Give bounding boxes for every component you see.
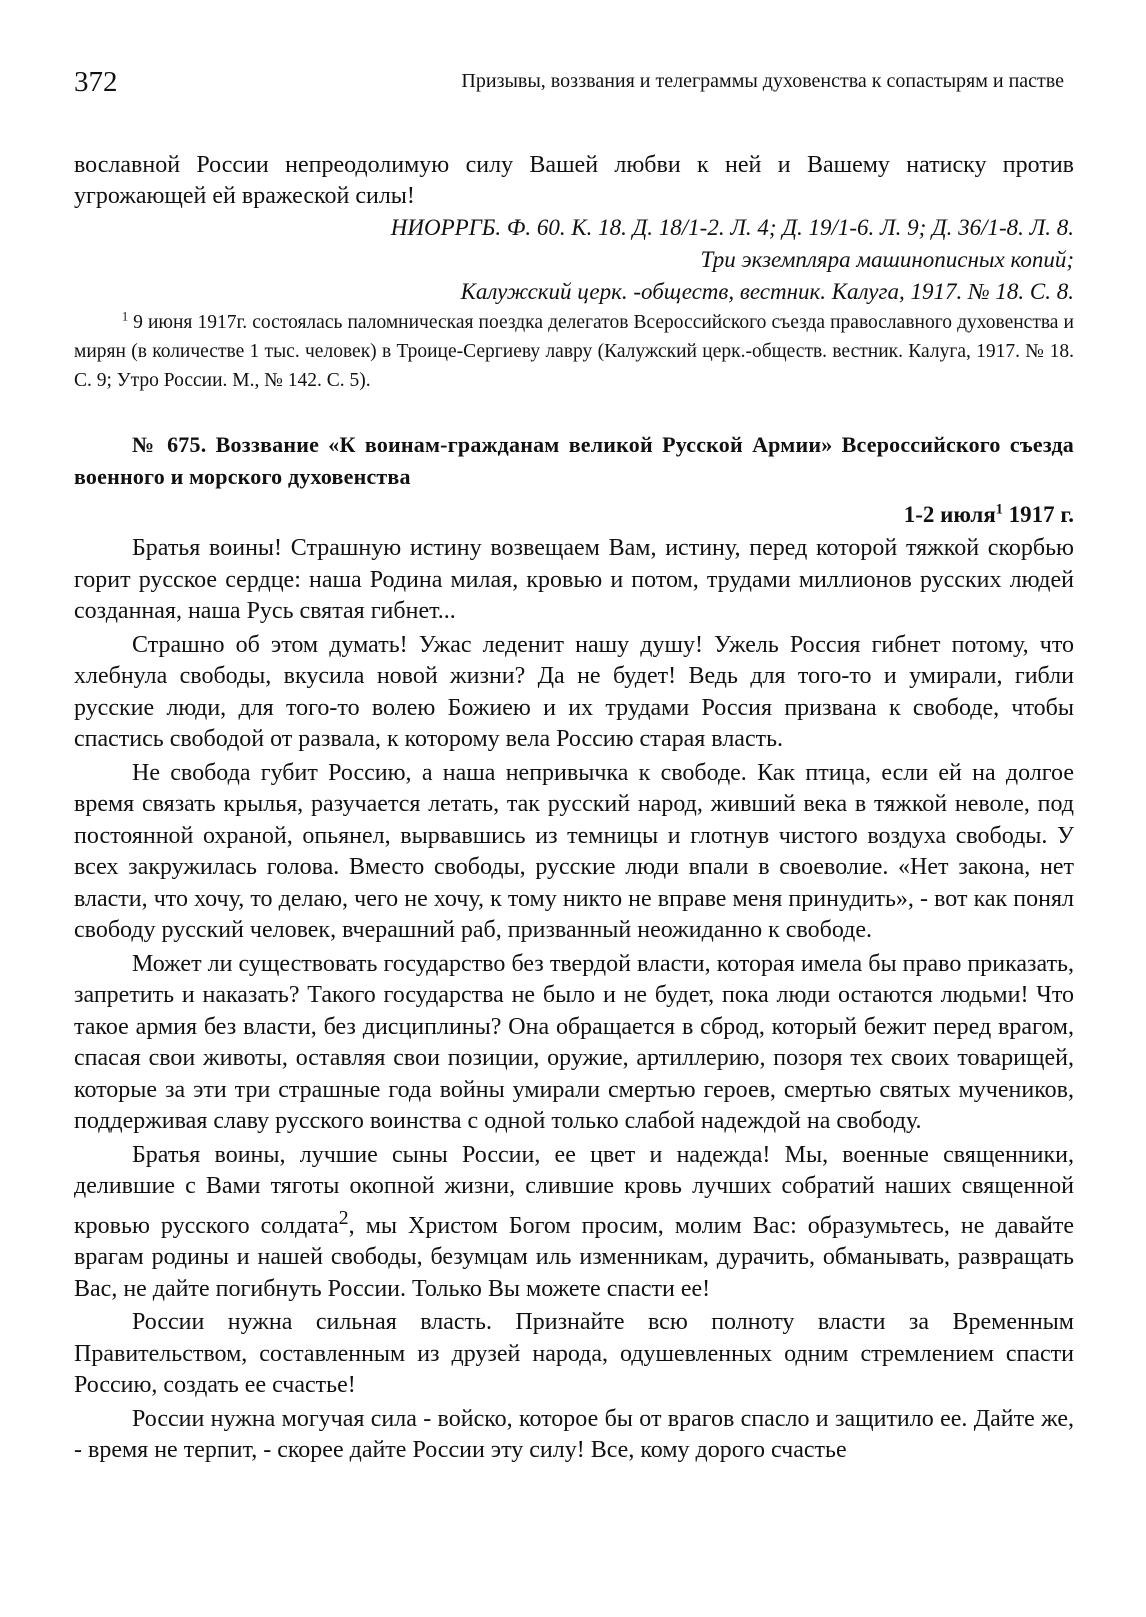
source-references	[74, 212, 1074, 308]
source-reference: НИОРРГБ. Ф. 60. К. 18. Д. 18/1-2. Л. 4; Д. 19/1-6. Л. 9; Д. 36/1-8. Л. 8.	[390, 215, 1074, 240]
paragraph: Братья воины! Страшную истину возвещаем Вам, истину, перед которой тяжкой скорбью горит русское сердце: наша Родина милая, кровью и потом, трудами миллионов русских людей созданная, наша Русь святая гибнет...	[74, 535, 1074, 624]
source-reference: Три экземпляра машинописных копий;	[700, 247, 1074, 272]
source-reference: Калужский церк. -обществ, вестник. Калуга, 1917. № 18. С. 8.	[460, 279, 1074, 304]
page-content	[74, 60, 1074, 1469]
continued-text-block	[74, 150, 1074, 212]
date-text: 1-2 июля	[903, 502, 996, 527]
continued-paragraph: вославной России непреодолимую силу Вашей любви к ней и Вашему натиску против угрожающей ей вражеской силы!	[74, 152, 1074, 209]
document-heading: № 675. Воззвание «К воинам-гражданам великой Русской Армии» Всероссийского съезда военного и морского духовенства	[74, 432, 1074, 489]
footnote-mark: 1	[122, 309, 129, 324]
paragraph: Не свобода губит Россию, а наша непривычка к свободе. Как птица, если ей на долгое время связать крылья, разучается летать, так русский народ, живший века в тяжкой неволе, под постоянной охраной, опьянел, вырвавшись из темницы и глотнув чистого воздуха свободы. У всех закружилась голова. Вместо свободы, русские люди впали в своеволие. «Нет закона, нет власти, что хочу, то делаю, чего не хочу, к тому никто не вправе меня принудить», - вот как понял свободу русский человек, вчерашний раб, призванный неожиданно к свободе.	[74, 759, 1074, 943]
paragraph: России нужна могучая сила - войско, которое бы от врагов спасло и защитило ее. Дайте же, - время не терпит, - скорее дайте России эту силу! Все, кому дорого счастье	[74, 1405, 1074, 1463]
paragraph: Может ли существовать государство без твердой власти, которая имела бы право приказать, запретить и наказать? Такого государства не было и не будет, пока люди остаются людьми! Что такое армия без власти, без дисциплины? Она обращается в сброд, который бежит перед врагом, спасая свои животы, оставляя свои позиции, оружие, артиллерию, позоря тех своих товарищей, которые за эти три страшные года войны умирали смертью героев, смертью святых мучеников, поддерживая славу русского воинства с одной только слабой надеждой на свободу.	[74, 950, 1074, 1134]
footnote	[74, 308, 1074, 395]
footnote-ref: 1	[995, 501, 1003, 518]
date-year: 1917 г.	[1002, 502, 1074, 527]
footnote-text: 9 июня 1917г. состоялась паломническая поездка делегатов Всероссийского съезда православного духовенства и мирян (в количестве 1 тыс. человек) в Троице-Сергиеву лавру (Калужский церк.-обществ. вестник. Калуга, 1917. № 18. С. 9; Утро России. М., № 142. С. 5).	[74, 312, 1074, 391]
paragraph-text: Братья воины, лучшие сыны России, ее цвет и надежда! Мы, военные священники, делившие с Вами тяготы окопной жизни, слившие кровь лучших собратий наших священной кровью русского солдата	[74, 1141, 1074, 1239]
address-text	[74, 533, 1074, 1467]
running-head	[74, 60, 1074, 110]
page-number: 372	[74, 66, 118, 98]
paragraph-text: , мы Христом Богом просим, молим Вас: образумьтесь, не давайте врагам родины и нашей свободы, безумцам иль изменникам, дурачить, обманывать, развращать Вас, не дайте погибнуть России. Только Вы можете спасти ее!	[74, 1212, 1075, 1302]
paragraph: Страшно об этом думать! Ужас леденит нашу душу! Ужель Россия гибнет потому, что хлебнула свободы, вкусила новой жизни? Да не будет! Ведь для того-то и умирали, гибли русские люди, для того-то волею Божиею и их трудами Россия призвана к свободе, чтобы спастись свободой от развала, к которому вела Россию старая власть.	[74, 631, 1074, 752]
running-title: Призывы, воззвания и телеграммы духовенства к сопастырям и пастве	[461, 70, 1064, 92]
document-date	[74, 499, 1074, 531]
footnote-ref: 2	[338, 1206, 349, 1229]
paragraph	[74, 1140, 1074, 1306]
paragraph: России нужна сильная власть. Признайте всю полноту власти за Временным Правительством, составленным из друзей народа, одушевленных одним стремлением спасти Россию, создать ее счастье!	[74, 1309, 1074, 1398]
